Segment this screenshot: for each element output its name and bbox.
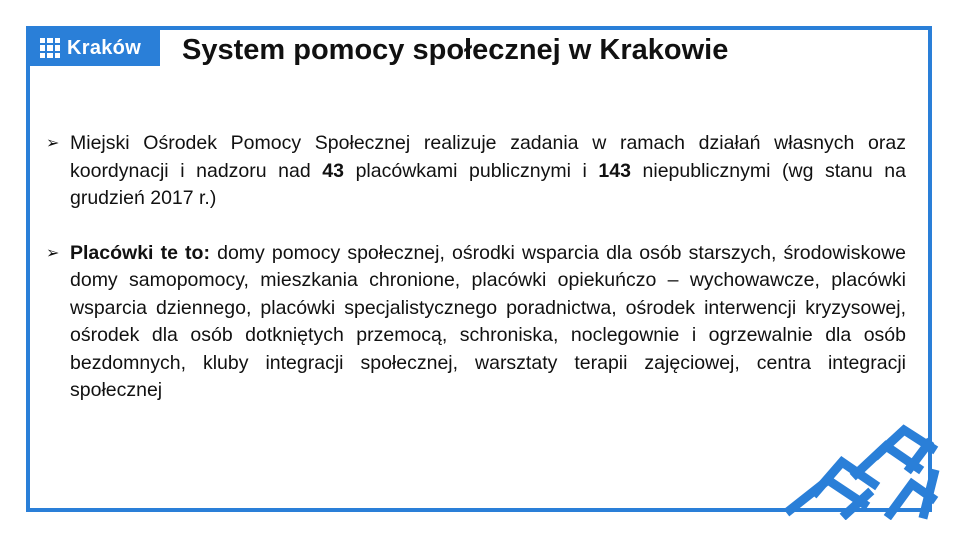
count-public-facilities: 43 (322, 159, 344, 182)
bullet-lead: Placówki te to: (70, 241, 210, 264)
slide-title: System pomocy społecznej w Krakowie (182, 34, 729, 66)
city-pattern-decoration (770, 410, 940, 520)
bullet-item-facilities (44, 240, 906, 405)
arrow-bullet-icon: ➢ (46, 244, 60, 262)
arrow-bullet-icon: ➢ (46, 135, 60, 152)
krakow-crest-icon (40, 38, 60, 58)
bullet-list (44, 130, 906, 405)
bullet-text: Miejski Ośrodek Pomocy Społecznej realizuje zadania w ramach działań własnych oraz koordynacji i nadzoru nad (70, 132, 906, 182)
bullet-text: placówkami publicznymi i (344, 159, 599, 182)
bullet-text: niepublicznymi (wg stanu na grudzień 2017 r.) (70, 159, 906, 209)
logo-text: Kraków (67, 36, 142, 59)
bullet-item-mops (44, 130, 906, 213)
bullet-text: domy pomocy społecznej, ośrodki wsparcia dla osób starszych, środowiskowe domy samopomocy, mieszkania chronione, placówki opiekuńczo – wychowawcze, placówki wsparcia dziennego, placówki specjalistycznego poradnictwa, ośrodek interwencji kryzysowej, ośrodek dla osób dotkniętych przemocą, schroniska, noclegownie i ogrzewalnie dla osób bezdomnych, kluby integracji społecznej, warsztaty terapii zajęciowej, centra integracji społecznej (70, 241, 907, 401)
count-private-facilities: 143 (598, 159, 631, 182)
krakow-logo (30, 30, 160, 66)
